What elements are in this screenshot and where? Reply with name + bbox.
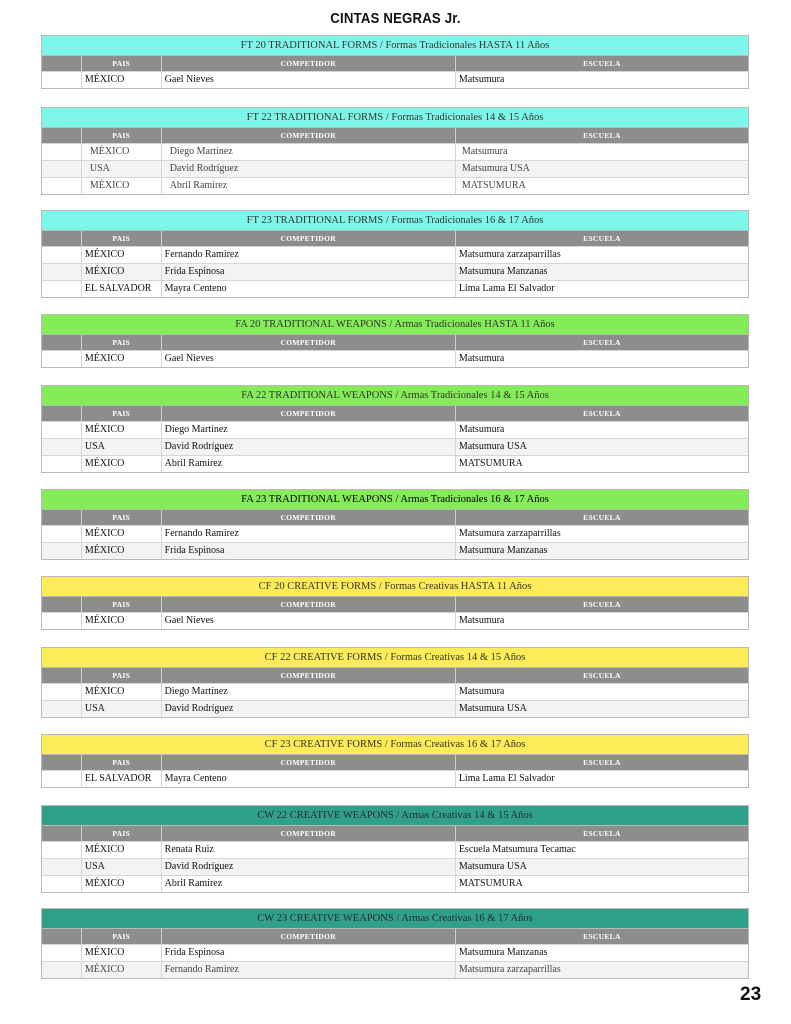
- table-header: [42, 231, 748, 246]
- escuela-header: ESCUELA: [583, 234, 621, 243]
- competitor-cell: Fernando Ramirez: [162, 247, 456, 263]
- competitor-cell: David Rodríguez: [162, 701, 456, 717]
- pais-header: PAIS: [82, 826, 162, 841]
- table-row: [42, 455, 748, 472]
- table-header: [42, 755, 748, 770]
- category-title: FA 20 TRADITIONAL WEAPONS / Armas Tradicionales HASTA 11 Años: [42, 315, 748, 335]
- category-table: [41, 385, 749, 473]
- competitor-cell: Diego Martínez: [162, 144, 456, 160]
- country-cell: MÉXICO: [82, 144, 162, 160]
- pais-header: PAIS: [82, 668, 162, 683]
- table-header: [42, 56, 748, 71]
- table-row: [42, 961, 748, 978]
- table-row: [42, 770, 748, 787]
- competitor-cell: Frida Espinosa: [162, 264, 456, 280]
- country-cell: USA: [82, 701, 162, 717]
- table-row: [42, 875, 748, 892]
- escuela-header: ESCUELA: [583, 671, 621, 680]
- country-cell: USA: [82, 161, 162, 177]
- country-cell: MÉXICO: [82, 351, 162, 367]
- category-table: [41, 210, 749, 298]
- category-title: FT 22 TRADITIONAL FORMS / Formas Tradicionales 14 & 15 Años: [42, 108, 748, 128]
- table-row: [42, 841, 748, 858]
- pais-header: PAIS: [82, 56, 162, 71]
- category-table: [41, 576, 749, 630]
- table-row: [42, 160, 748, 177]
- school-cell: Escuela Matsumura Tecamac: [458, 844, 576, 855]
- school-cell: Matsumura: [461, 146, 508, 157]
- category-title: FA 22 TRADITIONAL WEAPONS / Armas Tradicionales 14 & 15 Años: [42, 386, 748, 406]
- school-cell: Matsumura USA: [458, 861, 527, 872]
- school-cell: Matsumura zarzaparrillas: [458, 964, 561, 975]
- competitor-cell: Gael Nieves: [162, 351, 456, 367]
- school-cell: Lima Lama El Salvador: [458, 773, 555, 784]
- category-title: CF 22 CREATIVE FORMS / Formas Creativas 14 & 15 Años: [42, 648, 748, 668]
- category-table: [41, 107, 749, 195]
- table-row: [42, 542, 748, 559]
- competidor-header: COMPETIDOR: [162, 128, 456, 143]
- school-cell: Matsumura USA: [458, 703, 527, 714]
- competitor-cell: Fernando Ramirez: [162, 526, 456, 542]
- pais-header: PAIS: [82, 335, 162, 350]
- table-row: [42, 858, 748, 875]
- competitor-cell: David Rodríguez: [162, 859, 456, 875]
- category-title: CF 23 CREATIVE FORMS / Formas Creativas 16 & 17 Años: [42, 735, 748, 755]
- table-row: [42, 944, 748, 961]
- school-cell: Matsumura: [458, 353, 505, 364]
- table-row: [42, 280, 748, 297]
- country-cell: MÉXICO: [82, 247, 162, 263]
- table-row: [42, 683, 748, 700]
- competitor-cell: Abril Ramirez: [162, 178, 456, 194]
- country-cell: MÉXICO: [82, 684, 162, 700]
- country-cell: MÉXICO: [82, 526, 162, 542]
- competitor-cell: Abril Ramirez: [162, 456, 456, 472]
- category-table: [41, 734, 749, 788]
- competitor-cell: Abril Ramirez: [162, 876, 456, 892]
- competidor-header: COMPETIDOR: [162, 231, 456, 246]
- table-row: [42, 350, 748, 367]
- school-cell: Matsumura USA: [458, 441, 527, 452]
- category-title: CF 20 CREATIVE FORMS / Formas Creativas HASTA 11 Años: [42, 577, 748, 597]
- school-cell: Matsumura: [458, 686, 505, 697]
- pais-header: PAIS: [82, 231, 162, 246]
- escuela-header: ESCUELA: [583, 758, 621, 767]
- competitor-cell: Diego Martínez: [162, 684, 456, 700]
- category-title: CW 22 CREATIVE WEAPONS / Armas Creativas 14 & 15 Años: [42, 806, 748, 826]
- school-cell: Matsumura USA: [461, 163, 530, 174]
- table-row: [42, 143, 748, 160]
- competidor-header: COMPETIDOR: [162, 56, 456, 71]
- category-title: FA 23 TRADITIONAL WEAPONS / Armas Tradicionales 16 & 17 Años: [42, 490, 748, 510]
- page-number: 23: [740, 984, 762, 1005]
- category-table: [41, 805, 749, 893]
- school-cell: Matsumura Manzanas: [458, 947, 548, 958]
- school-cell: MATSUMURA: [461, 180, 526, 191]
- competitor-cell: Renata Ruiz: [162, 842, 456, 858]
- competitor-cell: Mayra Centeno: [162, 281, 456, 297]
- competitor-cell: Mayra Centeno: [162, 771, 456, 787]
- table-row: [42, 525, 748, 542]
- table-row: [42, 438, 748, 455]
- competidor-header: COMPETIDOR: [162, 668, 456, 683]
- pais-header: PAIS: [82, 597, 162, 612]
- category-title: FT 23 TRADITIONAL FORMS / Formas Tradicionales 16 & 17 Años: [42, 211, 748, 231]
- escuela-header: ESCUELA: [583, 932, 621, 941]
- category-title: FT 20 TRADITIONAL FORMS / Formas Tradicionales HASTA 11 Años: [42, 36, 748, 56]
- pais-header: PAIS: [82, 406, 162, 421]
- category-title: CW 23 CREATIVE WEAPONS / Armas Creativas 16 & 17 Años: [42, 909, 748, 929]
- page-title: CINTAS NEGRAS Jr.: [330, 10, 461, 27]
- category-table: [41, 35, 749, 89]
- country-cell: MÉXICO: [82, 842, 162, 858]
- table-row: [42, 700, 748, 717]
- escuela-header: ESCUELA: [583, 409, 621, 418]
- competidor-header: COMPETIDOR: [162, 406, 456, 421]
- country-cell: MÉXICO: [82, 613, 162, 629]
- table-header: [42, 929, 748, 944]
- pais-header: PAIS: [82, 929, 162, 944]
- table-row: [42, 177, 748, 194]
- pais-header: PAIS: [82, 128, 162, 143]
- table-header: [42, 597, 748, 612]
- country-cell: USA: [82, 859, 162, 875]
- competidor-header: COMPETIDOR: [162, 826, 456, 841]
- competidor-header: COMPETIDOR: [162, 597, 456, 612]
- school-cell: Matsumura: [458, 615, 505, 626]
- country-cell: USA: [82, 439, 162, 455]
- escuela-header: ESCUELA: [583, 131, 621, 140]
- country-cell: MÉXICO: [82, 543, 162, 559]
- country-cell: MÉXICO: [82, 456, 162, 472]
- competitor-cell: Gael Nieves: [162, 72, 456, 88]
- table-header: [42, 668, 748, 683]
- competitor-cell: Diego Martínez: [162, 422, 456, 438]
- escuela-header: ESCUELA: [583, 829, 621, 838]
- escuela-header: ESCUELA: [583, 59, 621, 68]
- school-cell: MATSUMURA: [458, 458, 523, 469]
- country-cell: MÉXICO: [82, 72, 162, 88]
- table-row: [42, 421, 748, 438]
- country-cell: MÉXICO: [82, 876, 162, 892]
- pais-header: PAIS: [82, 510, 162, 525]
- table-header: [42, 335, 748, 350]
- country-cell: MÉXICO: [82, 178, 162, 194]
- competitor-cell: Gael Nieves: [162, 613, 456, 629]
- competitor-cell: David Rodríguez: [162, 439, 456, 455]
- school-cell: Matsumura: [458, 424, 505, 435]
- table-row: [42, 612, 748, 629]
- table-header: [42, 128, 748, 143]
- school-cell: Matsumura zarzaparrillas: [458, 528, 561, 539]
- country-cell: MÉXICO: [82, 962, 162, 978]
- escuela-header: ESCUELA: [583, 513, 621, 522]
- country-cell: MÉXICO: [82, 945, 162, 961]
- category-table: [41, 647, 749, 718]
- table-header: [42, 406, 748, 421]
- category-table: [41, 489, 749, 560]
- category-table: [41, 314, 749, 368]
- competidor-header: COMPETIDOR: [162, 335, 456, 350]
- school-cell: Matsumura: [458, 74, 505, 85]
- pais-header: PAIS: [82, 755, 162, 770]
- category-table: [41, 908, 749, 979]
- table-row: [42, 263, 748, 280]
- escuela-header: ESCUELA: [583, 600, 621, 609]
- country-cell: MÉXICO: [82, 422, 162, 438]
- school-cell: Matsumura zarzaparrillas: [458, 249, 561, 260]
- competidor-header: COMPETIDOR: [162, 510, 456, 525]
- school-cell: Lima Lama El Salvador: [458, 283, 555, 294]
- school-cell: Matsumura Manzanas: [458, 266, 548, 277]
- country-cell: EL SALVADOR: [82, 771, 162, 787]
- table-header: [42, 510, 748, 525]
- table-row: [42, 71, 748, 88]
- school-cell: Matsumura Manzanas: [458, 545, 548, 556]
- table-header: [42, 826, 748, 841]
- competidor-header: COMPETIDOR: [162, 929, 456, 944]
- competitor-cell: Fernando Ramirez: [162, 962, 456, 978]
- competitor-cell: Frida Espinosa: [162, 543, 456, 559]
- escuela-header: ESCUELA: [583, 338, 621, 347]
- country-cell: EL SALVADOR: [82, 281, 162, 297]
- competitor-cell: Frida Espinosa: [162, 945, 456, 961]
- competidor-header: COMPETIDOR: [162, 755, 456, 770]
- school-cell: MATSUMURA: [458, 878, 523, 889]
- table-row: [42, 246, 748, 263]
- country-cell: MÉXICO: [82, 264, 162, 280]
- competitor-cell: David Rodríguez: [162, 161, 456, 177]
